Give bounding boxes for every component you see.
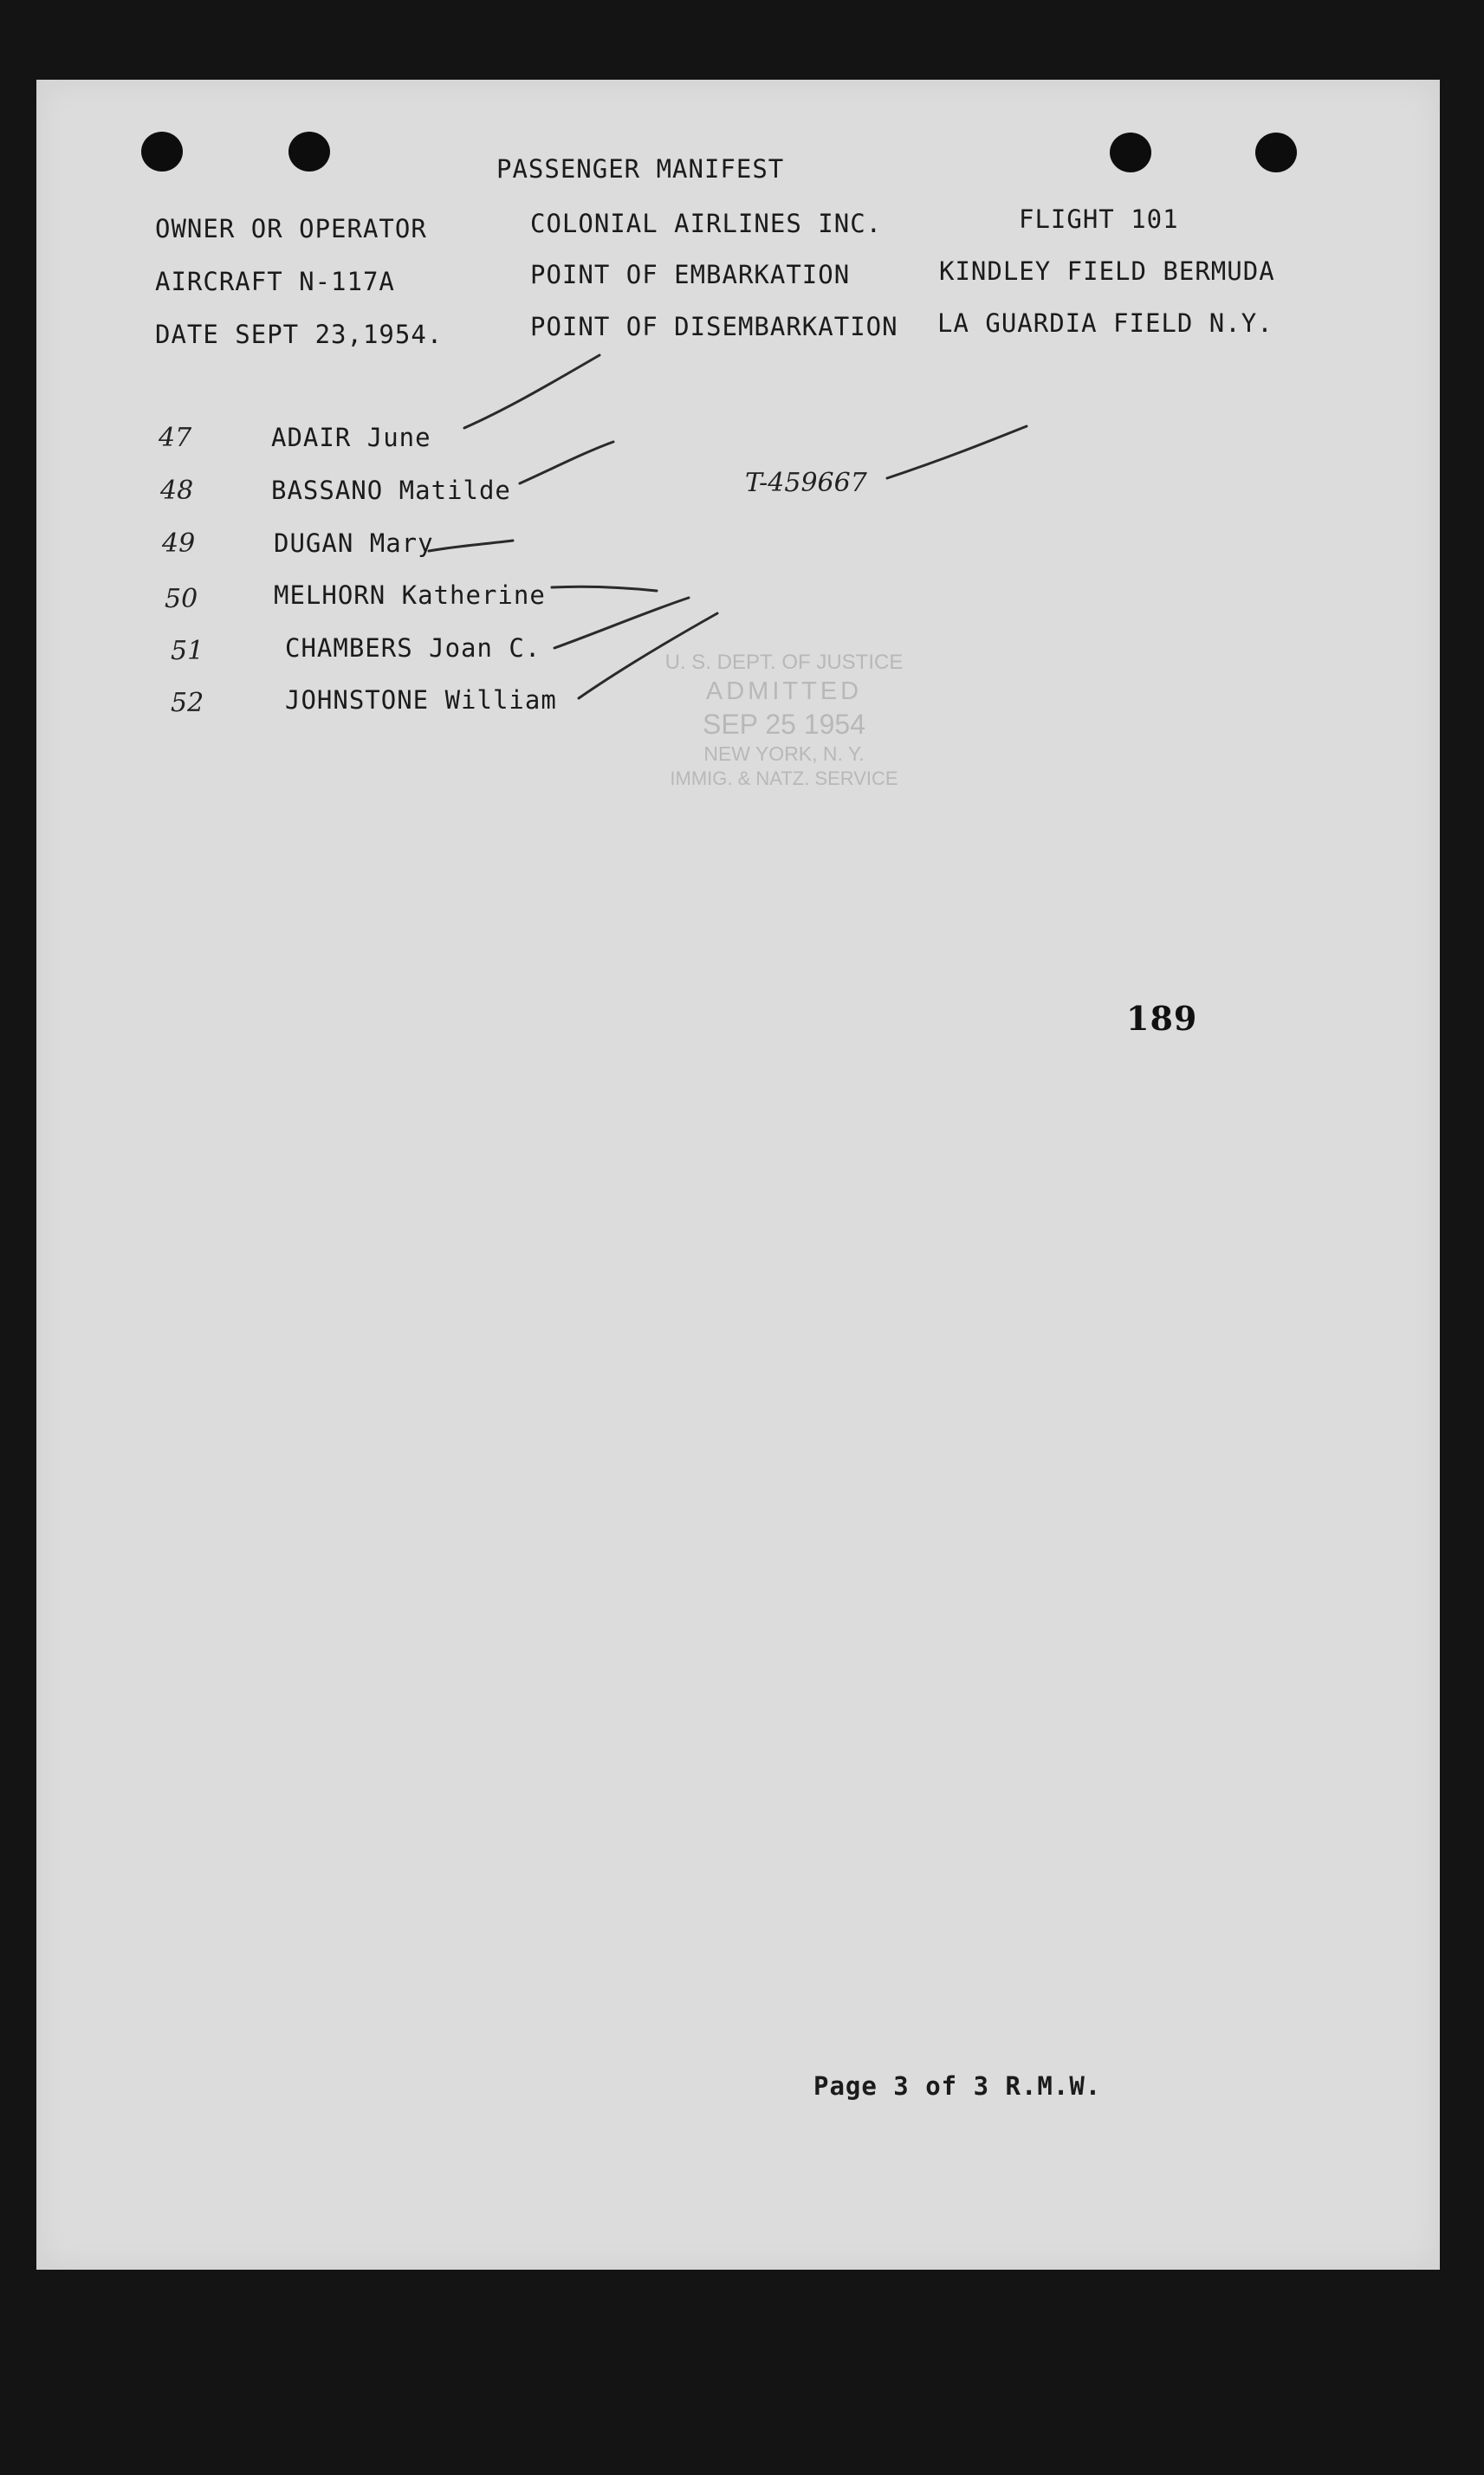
punch-hole xyxy=(288,132,330,172)
stamp-agency: U. S. DEPT. OF JUSTICE xyxy=(664,651,904,674)
punch-hole xyxy=(1255,133,1297,172)
embarkation-point: KINDLEY FIELD BERMUDA xyxy=(939,256,1275,286)
passenger-number: 47 xyxy=(159,423,192,453)
aircraft-id: AIRCRAFT N-117A xyxy=(155,267,395,296)
disembarkation-label: POINT OF DISEMBARKATION xyxy=(530,312,898,341)
punch-hole xyxy=(1110,133,1151,172)
passenger-name: BASSANO Matilde xyxy=(271,476,511,505)
stamp-date: SEP 25 1954 xyxy=(702,709,865,741)
passenger-number: 50 xyxy=(165,584,198,614)
punch-hole xyxy=(141,132,183,172)
page-title: PASSENGER MANIFEST xyxy=(496,154,785,184)
stamp-status: ADMITTED xyxy=(705,677,863,705)
manifest-page xyxy=(36,80,1440,2270)
operator-name: COLONIAL AIRLINES INC. xyxy=(530,209,883,238)
folio-number: 189 xyxy=(1126,999,1198,1038)
admission-stamp xyxy=(611,650,957,791)
page-footer: Page 3 of 3 R.M.W. xyxy=(813,2071,1102,2101)
passenger-name: ADAIR June xyxy=(271,423,431,452)
disembarkation-point: LA GUARDIA FIELD N.Y. xyxy=(937,308,1273,338)
manifest-date: DATE SEPT 23,1954. xyxy=(155,320,444,349)
owner-label: OWNER OR OPERATOR xyxy=(155,214,427,243)
passenger-number: 51 xyxy=(171,636,204,666)
passenger-name: MELHORN Katherine xyxy=(274,580,546,610)
passenger-number: 49 xyxy=(162,528,196,559)
passenger-name: DUGAN Mary xyxy=(274,528,434,558)
passenger-number: 48 xyxy=(160,476,194,506)
stamp-service: IMMIG. & NATZ. SERVICE xyxy=(670,768,898,789)
embarkation-label: POINT OF EMBARKATION xyxy=(530,260,851,289)
passenger-name: JOHNSTONE William xyxy=(285,685,557,715)
flight-number: FLIGHT 101 xyxy=(1019,204,1179,234)
passenger-number: 52 xyxy=(171,688,204,718)
passport-note: T-459667 xyxy=(745,468,867,498)
stamp-location: NEW YORK, N. Y. xyxy=(703,742,865,766)
passenger-name: CHAMBERS Joan C. xyxy=(285,633,541,663)
